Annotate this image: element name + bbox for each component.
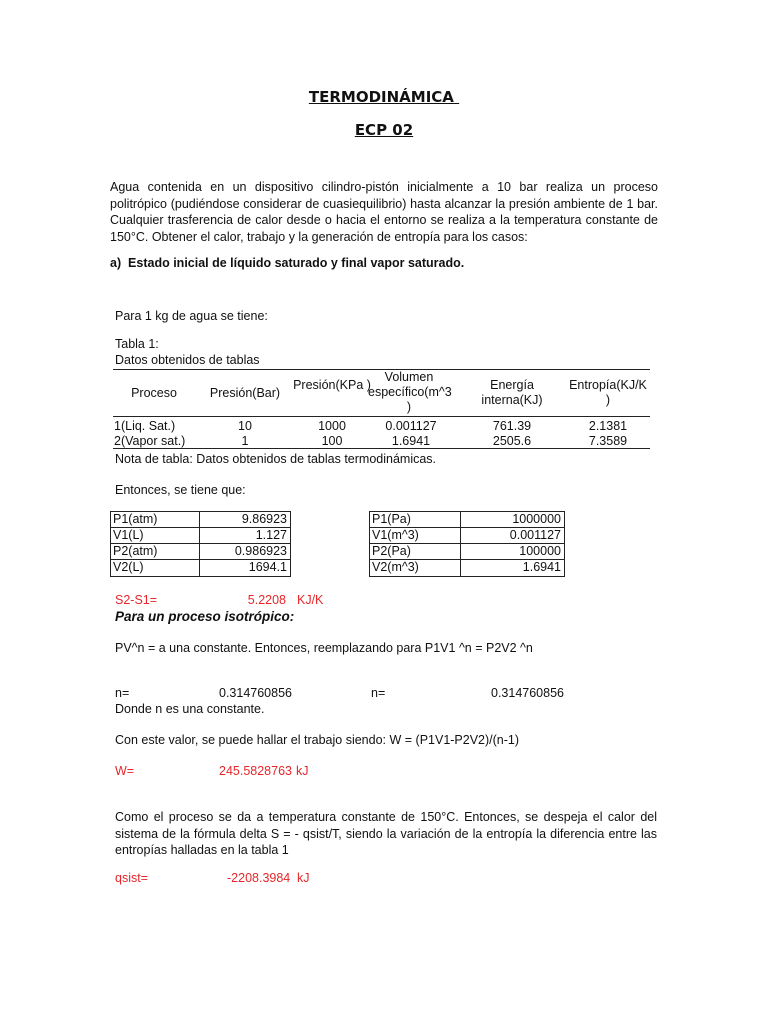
table1-header-rule <box>113 416 650 417</box>
left-p1-value: 9.86923 <box>241 512 287 526</box>
table1-caption: Tabla 1: <box>115 337 159 351</box>
left-v2-value: 1694.1 <box>248 560 287 574</box>
entropy-value: 5.2208 <box>247 593 286 607</box>
work-text: Con este valor, se puede hallar el trabajo siendo: W = (P1V1-P2V2)/(n-1) <box>115 733 520 747</box>
entropy-unit: KJ/K <box>297 593 324 607</box>
table1-header-volumen: Volumen específico(m^3 ) <box>368 370 452 414</box>
left-p1-label: P1(atm) <box>113 512 158 526</box>
entonces-text: Entonces, se tiene que: <box>115 483 246 497</box>
document-title: TERMODINÁMICA <box>308 88 460 106</box>
table1-row1-bar: 10 <box>238 419 252 433</box>
table1-row2-kpa: 100 <box>321 434 343 448</box>
table1-caption-sub: Datos obtenidos de tablas <box>115 353 260 367</box>
n-right-label: n= <box>371 686 386 700</box>
right-p1-label: P1(Pa) <box>372 512 411 526</box>
table1-header-entropia: Entropía(KJ/K ) <box>569 378 647 407</box>
table1-header-presion-bar: Presión(Bar) <box>209 386 281 400</box>
table1-row2-volumen: 1.6941 <box>391 434 431 448</box>
para-1kg: Para 1 kg de agua se tiene: <box>115 309 268 323</box>
left-v1-value: 1.127 <box>255 528 287 542</box>
pvn-text: PV^n = a una constante. Entonces, reemplazando para P1V1 ^n = P2V2 ^n <box>115 641 533 655</box>
table1-row2-proceso: 2(Vapor sat.) <box>114 434 186 448</box>
entropy-label: S2-S1= <box>115 593 158 607</box>
n-note: Donde n es una constante. <box>115 702 265 716</box>
table1-header-energia: Energía interna(KJ) <box>481 378 543 407</box>
table1-row2-bar: 1 <box>241 434 249 448</box>
right-v1-label: V1(m^3) <box>372 528 419 542</box>
work-unit: kJ <box>296 764 309 778</box>
left-p2-value: 0.986923 <box>234 544 287 558</box>
table1-header-proceso: Proceso <box>131 386 177 400</box>
work-label: W= <box>115 764 135 778</box>
right-v1-value: 0.001127 <box>509 528 561 542</box>
left-p2-label: P2(atm) <box>113 544 158 558</box>
table1-row2-entropia: 7.3589 <box>588 434 628 448</box>
n-left-label: n= <box>115 686 130 700</box>
right-v2-label: V2(m^3) <box>372 560 419 574</box>
case-a-heading: a) Estado inicial de líquido saturado y final vapor saturado. <box>110 256 465 270</box>
n-left-value: 0.314760856 <box>219 686 292 700</box>
isotropic-heading: Para un proceso isotrópico: <box>115 609 295 624</box>
right-p1-value: 1000000 <box>512 512 561 526</box>
right-p2-label: P2(Pa) <box>372 544 411 558</box>
right-p2-value: 100000 <box>519 544 561 558</box>
table1-row1-entropia: 2.1381 <box>588 419 628 433</box>
document-subtitle: ECP 02 <box>354 121 414 139</box>
qsist-value: -2208.3984 <box>227 871 291 885</box>
qsist-label: qsist= <box>115 871 149 885</box>
table1-row1-volumen: 0.001127 <box>385 419 437 433</box>
left-v1-label: V1(L) <box>113 528 144 542</box>
problem-statement: Agua contenida en un dispositivo cilindro-pistón inicialmente a 10 bar realiza un proceso politrópico (pudiéndose considerar de cuasiequilibrio) hasta alcanzar la presión ambiente de 1 bar. Cualquier trasferencia de calor desde o hacia el entorno se realiza a la temperatura constante de 150°C. Obtener el calor, trabajo y la generación de entropía para los casos: <box>110 180 658 244</box>
work-value: 245.5828763 <box>219 764 292 778</box>
table1-row1-energia: 761.39 <box>492 419 532 433</box>
table1-header-presion-kpa: Presión(KPa ) <box>293 378 371 392</box>
table1-row1-proceso: 1(Liq. Sat.) <box>114 419 176 433</box>
table1-row1-kpa: 1000 <box>318 419 346 433</box>
n-right-value: 0.314760856 <box>491 686 564 700</box>
qsist-unit: kJ <box>297 871 310 885</box>
left-v2-label: V2(L) <box>113 560 144 574</box>
table1-row2-energia: 2505.6 <box>492 434 532 448</box>
heat-paragraph: Como el proceso se da a temperatura constante de 150°C. Entonces, se despeja el calor del sistema de la fórmula delta S = - qsist/T, siendo la variación de la entropía la diferencia entre las entropías halladas en la tabla 1 <box>115 810 657 857</box>
right-v2-value: 1.6941 <box>522 560 561 574</box>
table1-note: Nota de tabla: Datos obtenidos de tablas termodinámicas. <box>115 452 437 466</box>
